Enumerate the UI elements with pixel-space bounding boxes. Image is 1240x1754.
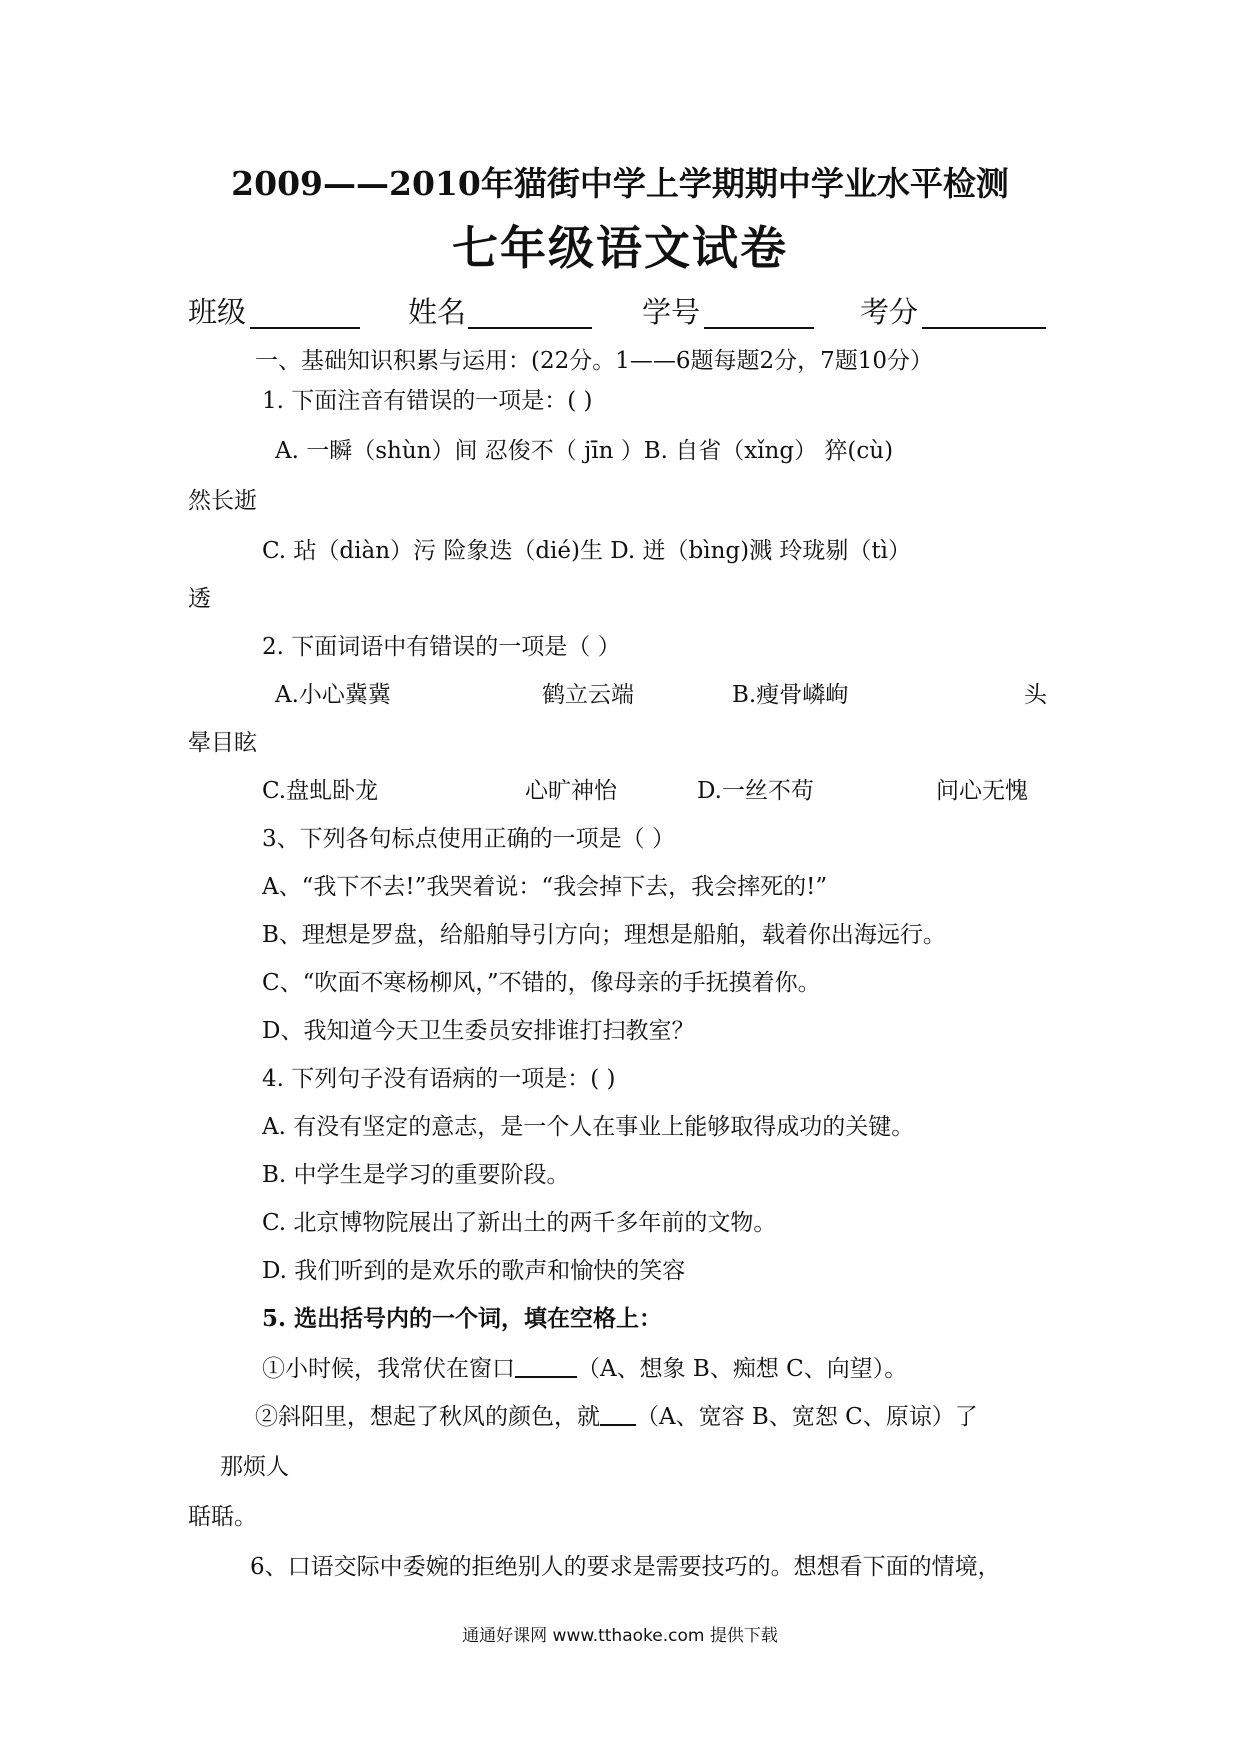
footer-source: 通通好课网 www.tthaoke.com 提供下载 xyxy=(462,1626,778,1646)
question-2-option-c-word2: 心旷神怡 xyxy=(525,778,617,804)
question-1-options-cd: C. 玷（diàn）污 险象迭（dié)生 D. 迸（bìng)溅 玲珑剔（tì） xyxy=(262,538,912,564)
question-5-sentence-2-text: ②斜阳里，想起了秋风的颜色，就 xyxy=(255,1404,600,1430)
question-2-option-b-continued: 晕目眩 xyxy=(188,730,257,756)
class-blank xyxy=(250,327,360,329)
question-1-options-cd-continued: 透 xyxy=(188,586,211,612)
question-5-sentence-2 xyxy=(255,1402,978,1432)
question-3-option-b: B、理想是罗盘，给船舶导引方向；理想是船舶，载着你出海远行。 xyxy=(262,922,946,948)
question-4-option-a: A. 有没有坚定的意志，是一个人在事业上能够取得成功的关键。 xyxy=(262,1114,915,1140)
question-1-stem: 1. 下面注音有错误的一项是：( ) xyxy=(262,388,593,414)
question-5-sentence-1 xyxy=(262,1354,907,1384)
question-5-sentence-1-choices: （A、想象 B、痴想 C、向望）。 xyxy=(577,1356,908,1382)
exam-title: 2009——2010年猫街中学上学期期中学业水平检测 xyxy=(231,164,1009,203)
question-4-stem: 4. 下列句子没有语病的一项是：( ) xyxy=(262,1066,616,1092)
question-2-option-c: C.盘虬卧龙 xyxy=(262,778,379,804)
student-id-label: 学号 xyxy=(642,295,701,329)
name-blank xyxy=(468,327,592,329)
score-label: 考分 xyxy=(860,295,919,329)
section-1-heading: 一、基础知识积累与运用：(22分。1——6题每题2分，7题10分） xyxy=(255,348,934,374)
question-3-option-c: C、“吹面不寒杨柳风，”不错的，像母亲的手抚摸着你。 xyxy=(262,970,821,996)
question-4-option-c: C. 北京博物院展出了新出土的两千多年前的文物。 xyxy=(262,1210,777,1236)
answer-blank-2[interactable] xyxy=(600,1402,636,1426)
score-blank xyxy=(922,327,1046,329)
student-id-blank xyxy=(704,327,814,329)
question-5-stem: 5. 选出括号内的一个词，填在空格上： xyxy=(262,1305,663,1332)
answer-blank-1[interactable] xyxy=(515,1354,577,1378)
question-2-option-b: B.瘦骨嶙峋 xyxy=(732,682,849,708)
question-2-option-b-word2: 头 xyxy=(1024,682,1047,708)
question-4-option-b: B. 中学生是学习的重要阶段。 xyxy=(262,1162,570,1188)
question-4-option-d: D. 我们听到的是欢乐的歌声和愉快的笑容 xyxy=(262,1258,686,1284)
question-5-sentence-2-choices: （A、宽容 B、宽恕 C、原谅）了 xyxy=(636,1404,978,1430)
question-2-stem: 2. 下面词语中有错误的一项是（ ） xyxy=(262,634,621,660)
question-3-option-d: D、我知道今天卫生委员安排谁打扫教室？ xyxy=(262,1018,695,1044)
question-1-options-ab-continued: 然长逝 xyxy=(188,488,257,514)
question-3-option-a: A、“我下不去!”我哭着说：“我会掉下去，我会摔死的!” xyxy=(262,874,828,900)
name-label: 姓名 xyxy=(408,295,467,329)
exam-subtitle: 七年级语文试卷 xyxy=(452,221,788,275)
question-2-option-a-word2: 鹤立云端 xyxy=(542,682,634,708)
question-1-options-ab: A. 一瞬（shùn）间 忍俊不（ jīn ）B. 自省（xǐng） 猝(cù) xyxy=(275,438,894,464)
class-label: 班级 xyxy=(188,295,247,329)
question-5-sentence-2-end: 聒聒。 xyxy=(188,1504,257,1530)
question-6-stem: 6、口语交际中委婉的拒绝别人的要求是需要技巧的。想想看下面的情境， xyxy=(250,1554,1001,1580)
question-5-sentence-2-continued: 那烦人 xyxy=(220,1454,289,1480)
question-2-option-d: D.一丝不苟 xyxy=(697,778,814,804)
question-3-stem: 3、下列各句标点使用正确的一项是（ ） xyxy=(262,826,675,852)
question-5-sentence-1-text: ①小时候，我常伏在窗口 xyxy=(262,1356,515,1382)
question-2-option-d-word2: 问心无愧 xyxy=(936,778,1028,804)
question-2-option-a: A.小心冀冀 xyxy=(275,682,391,708)
